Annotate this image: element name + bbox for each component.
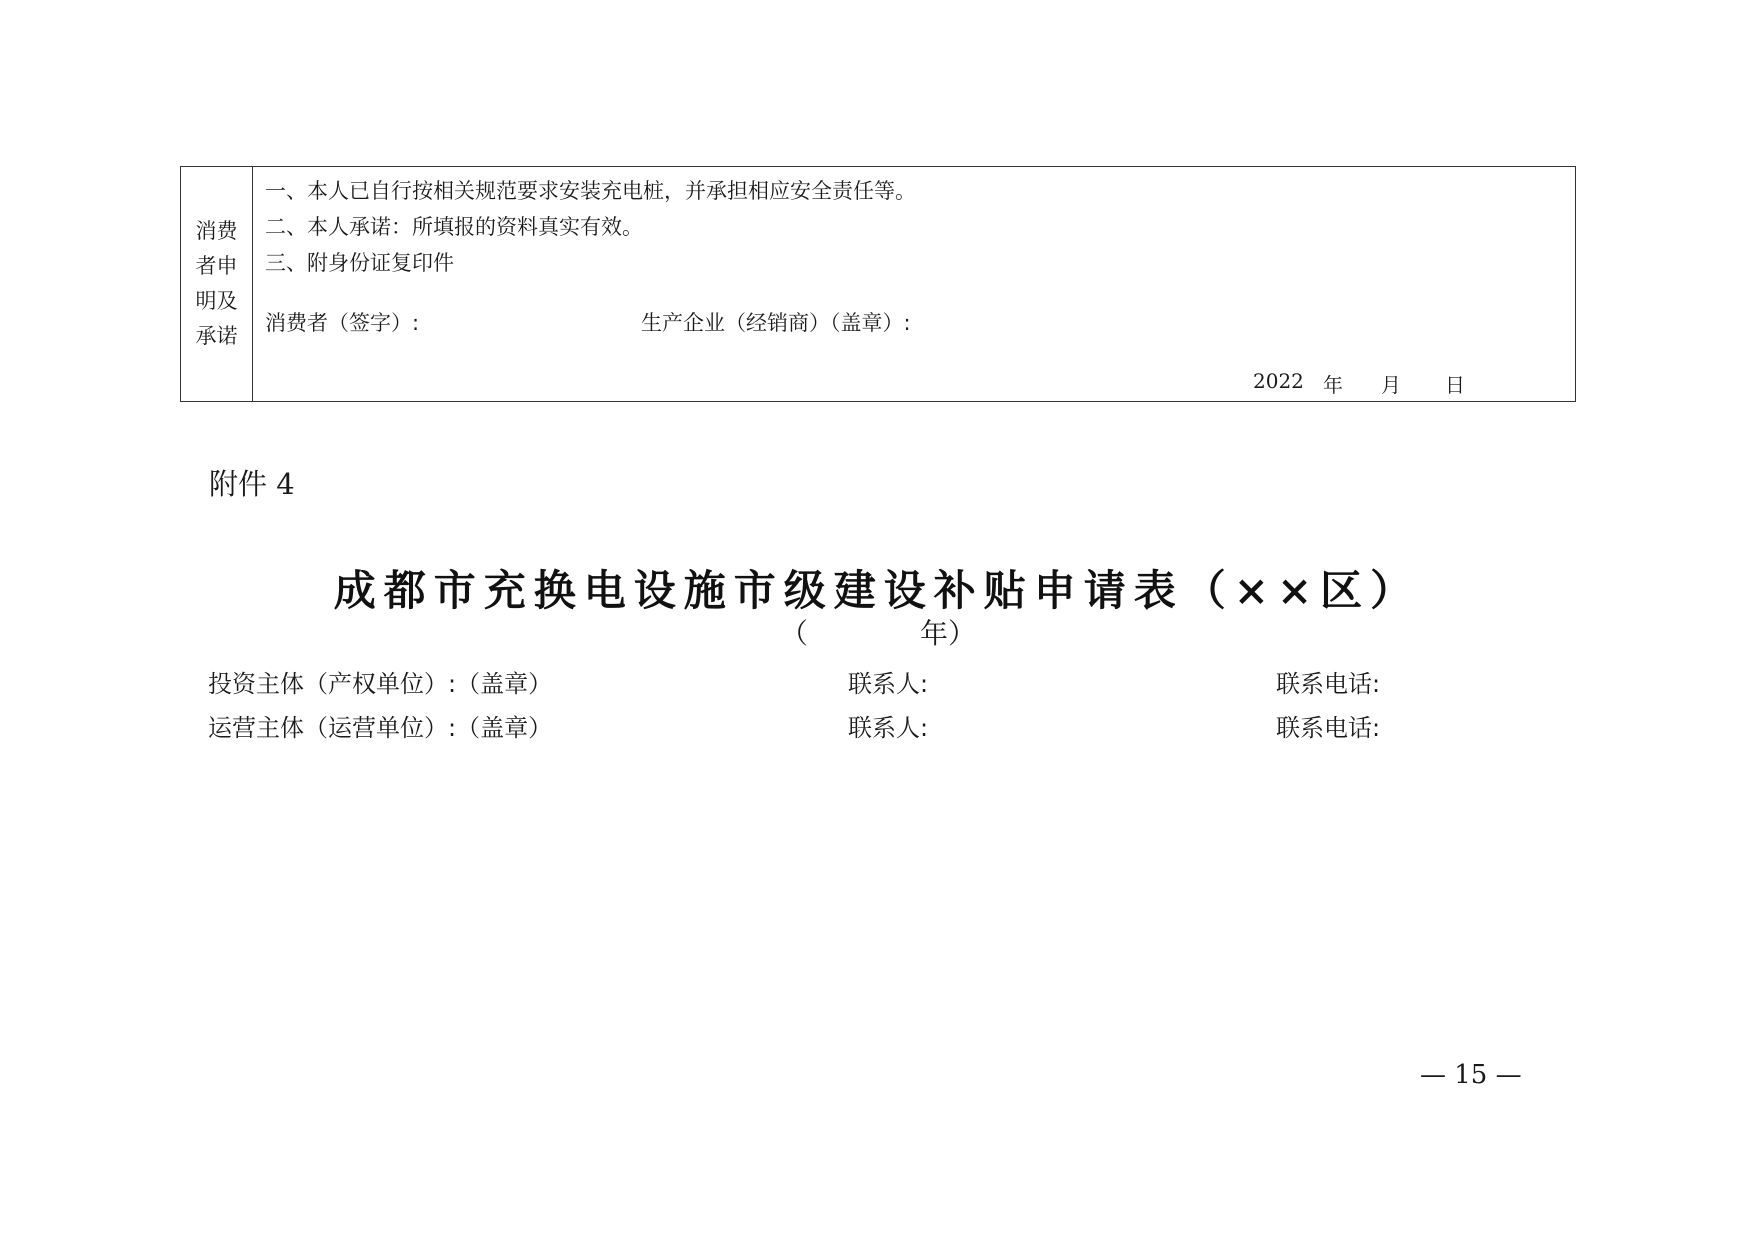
date-month-unit: 月 [1381, 373, 1401, 397]
declaration-table [180, 166, 1576, 402]
declaration-header: 消费者申明及承诺 [195, 219, 238, 348]
declaration-body-cell [253, 167, 1575, 401]
operator-row [0, 708, 1754, 744]
declaration-item-2: 二、本人承诺：所填报的资料真实有效。 [265, 215, 643, 239]
date-year-unit: 年 [1323, 373, 1343, 397]
investor-entity-label: 投资主体（产权单位）:（盖章） [208, 670, 553, 698]
page-number: — 15 — [1420, 1060, 1522, 1090]
operator-entity-label: 运营主体（运营单位）:（盖章） [208, 714, 553, 742]
attachment-label: 附件 4 [209, 467, 295, 501]
date-year: 2022 [1253, 369, 1304, 393]
consumer-signature-label: 消费者（签字）: [265, 311, 420, 335]
investor-row [0, 664, 1754, 700]
declaration-item-1: 一、本人已自行按相关规范要求安装充电桩，并承担相应安全责任等。 [265, 179, 916, 203]
declaration-item-3: 三、附身份证复印件 [265, 251, 454, 275]
operator-contact-label: 联系人: [848, 714, 929, 742]
operator-phone-label: 联系电话: [1276, 714, 1381, 742]
year-open-paren: （ [780, 617, 809, 650]
form-title: 成都市充换电设施市级建设补贴申请表（××区） [333, 566, 1421, 615]
producer-seal-label: 生产企业（经销商）（盖章）: [641, 311, 911, 335]
investor-contact-label: 联系人: [848, 670, 929, 698]
investor-phone-label: 联系电话: [1276, 670, 1381, 698]
date-day-unit: 日 [1445, 373, 1465, 397]
declaration-header-cell [181, 167, 253, 401]
year-close: 年） [920, 617, 977, 650]
